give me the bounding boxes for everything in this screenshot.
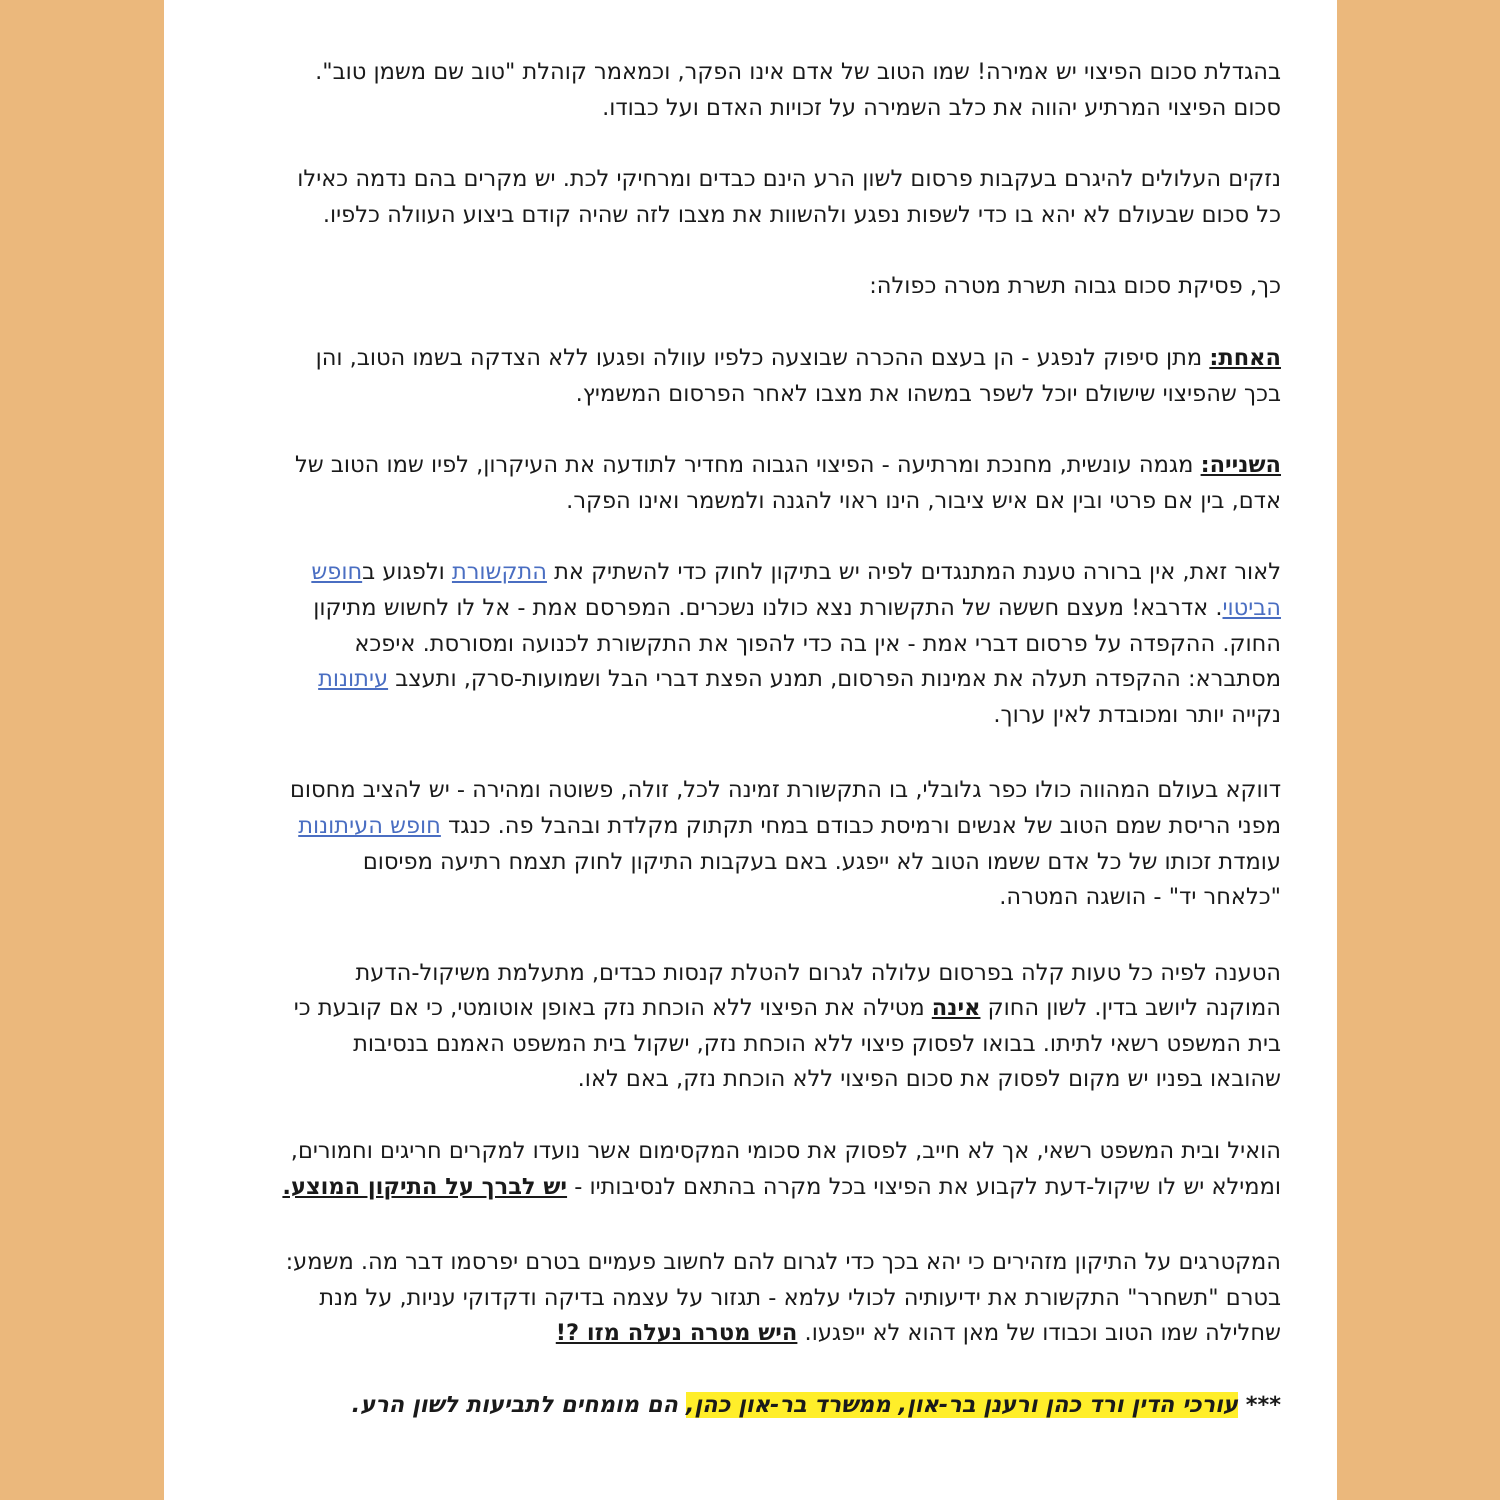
link-journalism[interactable]: עיתונות [318, 666, 389, 693]
paragraph-first-goal [280, 341, 1281, 412]
article-body [280, 55, 1281, 1424]
paragraph-8 [280, 956, 1281, 1098]
p8-text-a: הטענה לפיה כל טעות קלה בפרסום עלולה לגרום להטלת קנסות כבדים, מתעלמת משיקול-הדעת המוקנה ליושב בדין. לשון החוק [355, 959, 1281, 1022]
link-freedom-of-speech[interactable]: חופש הביטוי [311, 559, 1281, 621]
p7-text-b: עומדת זכותו של כל אדם ששמו הטוב לא ייפגע. באם בעקבות התיקון לחוק תצמח רתיעה מפיסום "כלאחר יד" - הושגה המטרה. [362, 848, 1281, 911]
second-goal-text: מגמה עונשית, מחנכת ומרתיעה - הפיצוי הגבוה מחדיר לתודעה את העיקרון, לפיו שמו הטוב של אדם, בין אם פרטי ובין אם איש ציבור, הינו ראוי להגנה ולמשמר ואינו הפקר. [295, 452, 1281, 514]
note-highlighted-authors: עורכי הדין ורד כהן ורענן בר-און, ממשרד בר-און כהן, [685, 1392, 1238, 1419]
p9-text-a: הואיל ובית המשפט רשאי, אך לא חייב, לפסוק את סכומי המקסימום אשר נועדו למקרים חריגים וחמורים, וממילא יש לו שיקול-דעת לקבוע את הפיצוי בכל מקרה בהתאם לנסיבותיו - [290, 1138, 1281, 1200]
p9-conclusion: יש לברך על התיקון המוצע. [282, 1173, 568, 1200]
p6-text-a: לאור זאת, אין ברורה טענת המתנגדים לפיה יש בתיקון לחוק כדי להשתיק את [546, 559, 1281, 586]
p6-text-b: ולפגוע ב [362, 559, 452, 586]
p10-text-a: המקטרגים על התיקון מזהירים כי יהא בכך כדי לגרום להם לחשוב פעמיים בטרם יפרסמו דבר מה. משמע: בטרם "תשחרר" התקשורת את ידיעותיה לכולי עלמא - תגזור על עצמה בדיקה ודקדוקי עניות, על מנת שחלילה שמו הטוב וכבודו של מאן דהוא לא ייפגעו. [285, 1249, 1281, 1347]
p6-text-d: נקייה יותר ומכובדת לאין ערוך. [993, 701, 1281, 728]
p8-text-b: מטילה את הפיצוי ללא הוכחת נזק באופן אוטומטי, כי אם קובעת כי בית המשפט רשאי לתיתו. בבואו לפסוק פיצוי ללא הוכחת נזק, ישקול בית המשפט האמנם בנסיבות שהובאו בפניו יש מקום לפסוק את סכום הפיצוי ללא הוכחת נזק, באם לאו. [293, 995, 1281, 1093]
paragraph-10 [280, 1245, 1281, 1352]
paragraph-1: בהגדלת סכום הפיצוי יש אמירה! שמו הטוב של אדם אינו הפקר, וכמאמר קוהלת "טוב שם משמן טוב". סכום הפיצוי המרתיע יהווה את כלב השמירה על זכויות האדם ועל כבודו. [315, 59, 1281, 121]
first-goal-text: מתן סיפוק לנפגע - הן בעצם ההכרה שבוצעה כלפיו עוולה ופגעו ללא הצדקה בשמו הטוב, והן בכך שהפיצוי שישולם יוכל לשפר במשהו את מצבו לאחר הפרסום המשמיץ. [315, 344, 1281, 407]
link-freedom-of-press[interactable]: חופש העיתונות [298, 812, 441, 839]
second-goal-label: השנייה: [1200, 452, 1281, 479]
paragraph-3: כך, פסיקת סכום גבוה תשרת מטרה כפולה: [869, 273, 1281, 300]
p7-text-a: דווקא בעולם המהווה כולו כפר גלובלי, בו התקשורת זמינה לכל, זולה, פשוטה ומהירה - יש להציב מחסום מפני הריסת שמם הטוב של אנשים ורמיסת כבודם במחי תקתוק מקלדת ובהבל פה. כנגד [289, 777, 1281, 839]
paragraph-9 [280, 1134, 1281, 1205]
paragraph-7 [280, 773, 1281, 915]
link-media[interactable]: התקשורת [451, 559, 547, 586]
p10-question: היש מטרה נעלה מזו ?! [555, 1320, 798, 1347]
author-note [280, 1388, 1281, 1424]
paragraph-2: נזקים העלולים להיגרם בעקבות פרסום לשון הרע הינם כבדים ומרחיקי לכת. יש מקרים בהם נדמה כאילו כל סכום שבעולם לא יהא בו כדי לשפות נפגע ולהשוות את מצבו לזה שהיה קודם ביצוע העוולה כלפיו. [297, 166, 1281, 228]
paragraph-6 [280, 555, 1281, 733]
p6-text-c: . אדרבא! מעצם חששה של התקשורת נצא כולנו נשכרים. המפרסם אמת - אל לו לחשוש מתיקון החוק. ההקפדה על פרסום דברי אמת - אין בה כדי להפוך את התקשורת לכנועה ומסורסת. איפכא מסתברא: ההקפדה תעלה את אמינות הפרסום, תמנע הפצת דברי הבל ושמועות-סרק, ותעצב [313, 594, 1281, 693]
note-stars: *** [1245, 1392, 1281, 1419]
paragraph-second-goal [280, 448, 1281, 519]
p8-emphasis: אינה [931, 995, 981, 1022]
note-rest: הם מומחים לתביעות לשון הרע. [351, 1392, 686, 1419]
document-page [164, 0, 1337, 1500]
first-goal-label: האחת: [1209, 344, 1281, 371]
